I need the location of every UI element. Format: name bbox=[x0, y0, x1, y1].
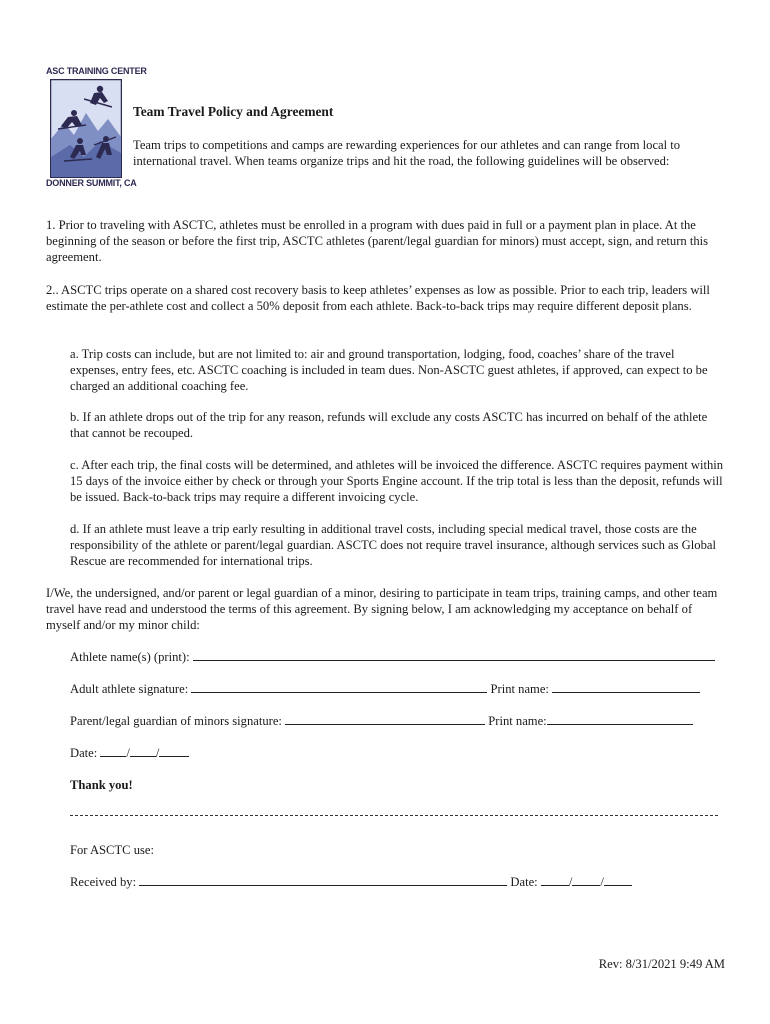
revision-stamp: Rev: 8/31/2021 9:49 AM bbox=[598, 957, 725, 971]
office-date-separator: / bbox=[600, 875, 604, 889]
skier-mountain-icon bbox=[50, 79, 122, 178]
adult-signature-input[interactable] bbox=[191, 681, 487, 693]
received-by-input[interactable] bbox=[139, 874, 507, 886]
asc-training-center-logo bbox=[46, 66, 147, 192]
date-row bbox=[70, 745, 189, 761]
thank-you-text: Thank you! bbox=[70, 778, 133, 792]
document-title: Team Travel Policy and Agreement bbox=[133, 104, 334, 119]
policy-subitem-d: d. If an athlete must leave a trip early resulting in additional travel costs, including special medical travel, those costs are the responsibility of the athlete or parent/legal guardian. ASCTC does not require travel insurance, although services such as Global Rescue are recommended for international trips. bbox=[70, 522, 716, 568]
policy-subitem-b: b. If an athlete drops out of the trip for any reason, refunds will exclude any costs ASCTC has incurred on behalf of the athlete that cannot be recouped. bbox=[70, 410, 708, 440]
office-date-month-input[interactable] bbox=[541, 874, 569, 886]
print-name-label-2: Print name: bbox=[488, 714, 547, 728]
date-day-input[interactable] bbox=[130, 745, 156, 757]
adult-signature-label: Adult athlete signature: bbox=[70, 682, 192, 696]
print-name-label-1: Print name: bbox=[490, 682, 553, 696]
office-date-year-input[interactable] bbox=[604, 874, 632, 886]
print-name-input-2[interactable] bbox=[547, 713, 693, 725]
policy-subitem-a: a. Trip costs can include, but are not limited to: air and ground transportation, lodging, food, coaches’ share of the travel expenses, entry fees, etc. ASCTC coaching is included in team dues. Non-ASCTC guest athletes, if approved, can expect to be charged an additional coaching fee. bbox=[70, 347, 708, 393]
athlete-names-row bbox=[70, 649, 715, 665]
office-date-separator: / bbox=[568, 875, 573, 889]
policy-subitem-c: c. After each trip, the final costs will be determined, and athletes will be invoiced the difference. ASCTC requires payment within 15 days of the invoice either by check or through your Sports Engine account. If the trip total is less than the deposit, refunds will be issued. Back-to-back trips may require a different invoicing cycle. bbox=[70, 458, 724, 504]
acknowledgement-paragraph: I/We, the undersigned, and/or parent or legal guardian of a minor, desiring to participate in team trips, training camps, and other team travel have read and understood the terms of this agreement. By signing below, I am acknowledging my acceptance on behalf of myself and/or my minor child: bbox=[46, 586, 718, 632]
date-separator: / bbox=[126, 746, 130, 760]
date-month-input[interactable] bbox=[100, 745, 126, 757]
policy-item-2: 2.. ASCTC trips operate on a shared cost recovery basis to keep athletes’ expenses as low as possible. Prior to each trip, leaders will estimate the per-athlete cost and collect a 50% deposit from each athlete. Back-to-back trips may require different deposit plans. bbox=[46, 283, 710, 313]
date-label: Date: bbox=[70, 746, 101, 760]
guardian-signature-row bbox=[70, 713, 693, 729]
office-date-day-input[interactable] bbox=[572, 874, 600, 886]
adult-signature-row bbox=[70, 681, 700, 697]
policy-item-1: 1. Prior to traveling with ASCTC, athletes must be enrolled in a program with dues paid in full or a payment plan in place. At the beginning of the season or before the first trip, ASCTC athletes (parent/legal guardian for minors) must accept, sign, and return this agreement. bbox=[46, 218, 709, 264]
date-separator: / bbox=[155, 746, 160, 760]
guardian-signature-label: Parent/legal guardian of minors signature: bbox=[70, 714, 286, 728]
office-use-heading: For ASCTC use: bbox=[70, 843, 154, 857]
athlete-names-input[interactable] bbox=[193, 649, 715, 661]
dashed-divider bbox=[70, 815, 718, 816]
received-by-row bbox=[70, 874, 632, 890]
received-by-label: Received by: bbox=[70, 875, 140, 889]
logo-bottom-text: DONNER SUMMIT, CA bbox=[46, 178, 137, 188]
athlete-names-label: Athlete name(s) (print): bbox=[70, 650, 193, 664]
print-name-input-1[interactable] bbox=[552, 681, 700, 693]
logo-top-text: ASC TRAINING CENTER bbox=[46, 66, 147, 76]
guardian-signature-input[interactable] bbox=[285, 713, 485, 725]
intro-paragraph: Team trips to competitions and camps are rewarding experiences for our athletes and can range from local to international travel. When teams organize trips and hit the road, the following guidelines will be observed: bbox=[133, 138, 681, 168]
date-year-input[interactable] bbox=[159, 745, 189, 757]
office-date-label: Date: bbox=[510, 875, 541, 889]
